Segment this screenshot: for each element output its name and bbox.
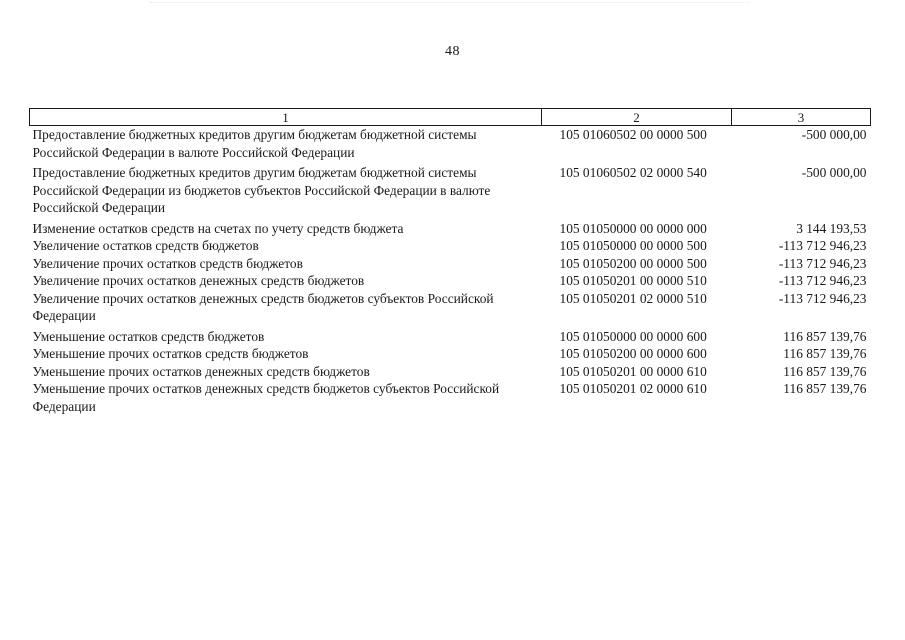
- table-body: [30, 126, 871, 416]
- row-code: 105 01050200 00 0000 600: [559, 346, 707, 361]
- row-amount: -500 000,00: [801, 127, 867, 142]
- column-header-2: 2: [542, 109, 732, 126]
- row-amount: -113 712 946,23: [778, 238, 867, 253]
- table-row: [30, 290, 871, 328]
- row-amount: 3 144 193,53: [796, 220, 867, 236]
- table-row: [30, 363, 871, 381]
- table-row: [30, 220, 871, 238]
- row-name: Уменьшение прочих остатков денежных средств бюджетов субъектов Российской Федерации: [32, 381, 500, 414]
- row-amount: -113 712 946,23: [778, 273, 867, 288]
- row-amount: 116 857 139,76: [783, 328, 867, 344]
- table-row: [30, 126, 871, 165]
- table-row: [30, 164, 871, 220]
- row-name: Предоставление бюджетных кредитов другим бюджетам бюджетной системы Российской Федерации в валюте Российской Федерации: [32, 127, 477, 160]
- row-code: 105 01050000 00 0000 000: [559, 220, 707, 236]
- row-name: Изменение остатков средств на счетах по учету средств бюджета: [32, 220, 404, 236]
- row-amount: 116 857 139,76: [783, 381, 867, 396]
- table-row: [30, 272, 871, 290]
- scan-artifact: [150, 2, 750, 7]
- row-amount: -113 712 946,23: [778, 290, 867, 306]
- row-amount: 116 857 139,76: [783, 346, 867, 361]
- table-row: [30, 345, 871, 363]
- row-name: Уменьшение прочих остатков средств бюджетов: [32, 346, 309, 361]
- row-name: Увеличение прочих остатков средств бюджетов: [32, 255, 303, 271]
- table-header-row: [30, 109, 871, 126]
- row-amount: -113 712 946,23: [778, 255, 867, 271]
- row-code: 105 01050201 00 0000 510: [559, 273, 707, 288]
- column-header-1: 1: [30, 109, 542, 126]
- row-name: Увеличение прочих остатков денежных средств бюджетов: [32, 273, 365, 288]
- row-name: Предоставление бюджетных кредитов другим бюджетам бюджетной системы Российской Федерации из бюджетов субъектов Российской Федерации в валюте Российской Федерации: [32, 165, 491, 215]
- row-amount: -500 000,00: [801, 165, 867, 180]
- row-name: Увеличение остатков средств бюджетов: [32, 238, 259, 253]
- row-code: 105 01050201 02 0000 510: [559, 290, 707, 306]
- table-row: [30, 255, 871, 273]
- row-code: 105 01050000 00 0000 600: [559, 328, 707, 344]
- row-code: 105 01050200 00 0000 500: [559, 255, 707, 271]
- row-code: 105 01050000 00 0000 500: [559, 238, 707, 253]
- table-row: [30, 328, 871, 346]
- table-row: [30, 380, 871, 415]
- budget-sources-table: [29, 108, 871, 415]
- row-code: 105 01060502 02 0000 540: [559, 165, 707, 180]
- row-name: Уменьшение остатков средств бюджетов: [32, 328, 265, 344]
- row-name: Увеличение прочих остатков денежных средств бюджетов субъектов Российской Федерации: [32, 290, 494, 323]
- row-code: 105 01060502 00 0000 500: [559, 127, 707, 142]
- column-header-3: 3: [732, 109, 871, 126]
- row-name: Уменьшение прочих остатков денежных средств бюджетов: [32, 363, 370, 379]
- table-header: [30, 109, 871, 126]
- row-code: 105 01050201 00 0000 610: [559, 363, 707, 379]
- table-row: [30, 237, 871, 255]
- page-number: 48: [445, 44, 460, 59]
- row-code: 105 01050201 02 0000 610: [559, 381, 707, 396]
- row-amount: 116 857 139,76: [783, 363, 867, 379]
